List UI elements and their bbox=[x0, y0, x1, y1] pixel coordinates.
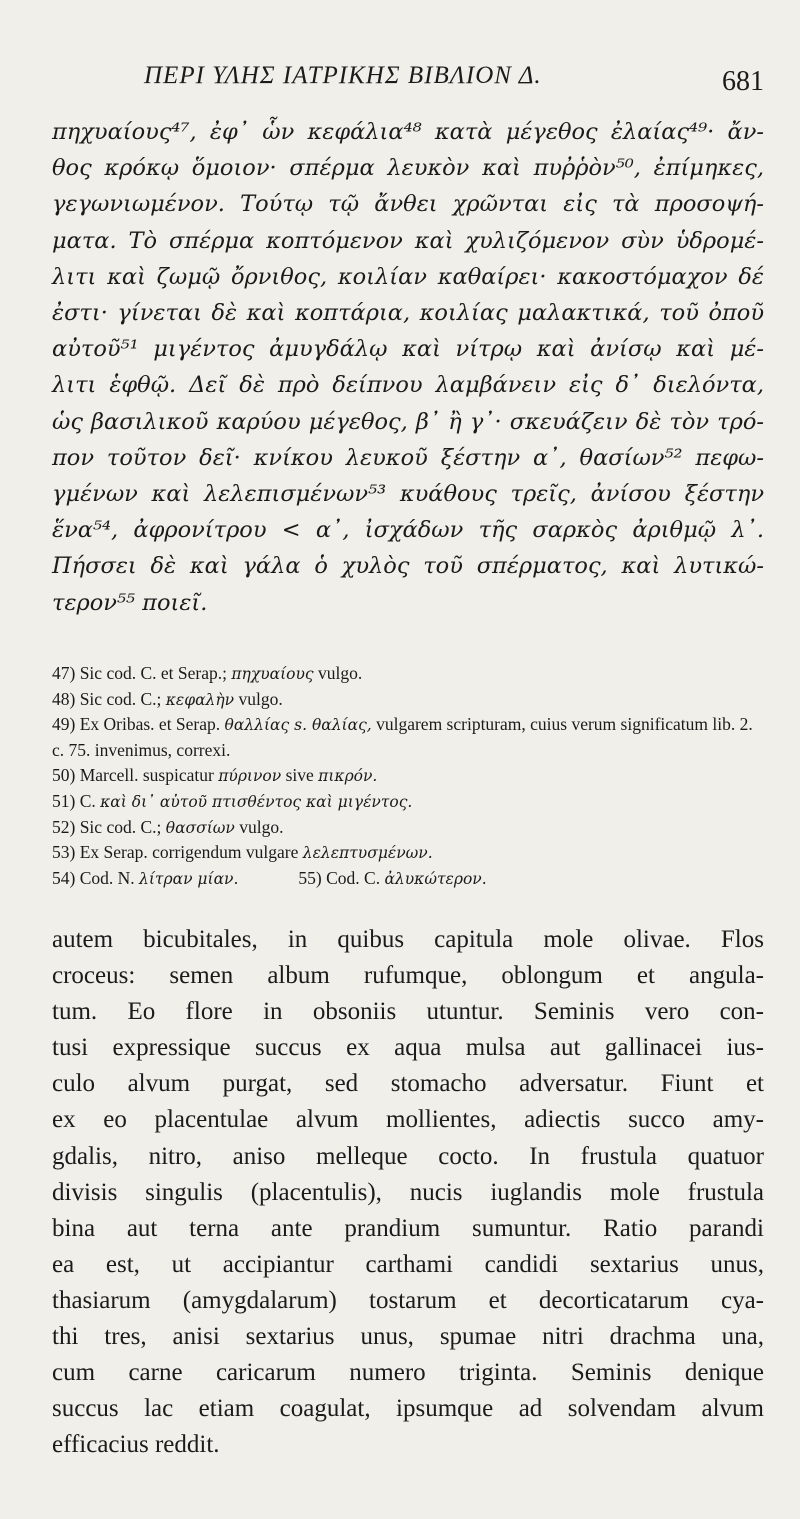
greek-line: ἕνα⁵⁴, ἀφρονίτρου < α᾽, ἰσχάδων τῆς σαρκὸς ἀριθμῷ λ᾽. bbox=[52, 517, 764, 544]
footnote-text: Sic cod. C.; bbox=[79, 688, 162, 709]
greek-line: λιτι καὶ ζωμῷ ὄρνιθος, κοιλίαν καθαίρει· κακοστόμαχον δέ bbox=[52, 263, 764, 290]
footnote-greek: λίτραν μίαν. bbox=[139, 870, 239, 889]
greek-line: πηχυαίους⁴⁷, ἐφ᾽ ὧν κεφάλια⁴⁸ κατὰ μέγεθος ἐλαίας⁴⁹· ἄν- bbox=[52, 119, 764, 145]
latin-line: autem bicubitales, in quibus capitula mole olivae. Flos bbox=[52, 926, 764, 954]
latin-line: tusi expressique succus ex aqua mulsa aut gallinacei ius- bbox=[52, 1034, 764, 1062]
footnote-text: Cod. C. bbox=[326, 868, 381, 889]
page-header bbox=[52, 52, 764, 112]
footnote-number: 53) bbox=[52, 842, 76, 863]
footnote-text: Cod. N. bbox=[79, 868, 135, 889]
footnote-55 bbox=[298, 866, 486, 892]
footnote-51 bbox=[52, 789, 764, 815]
footnote-tail: vulgo. bbox=[318, 662, 363, 683]
footnote-greek: πύρινον bbox=[218, 767, 282, 786]
footnote-number: 49) bbox=[52, 714, 76, 735]
footnote-greek: καὶ δι᾽ αὐτοῦ πτισθέντος καὶ μιγέντος. bbox=[100, 792, 413, 811]
footnote-greek: ἀλυκώτερον. bbox=[384, 870, 487, 889]
footnote-text: Ex Serap. corrigendum vulgare bbox=[79, 842, 299, 863]
footnote-greek: κεφαλὴν bbox=[165, 690, 235, 709]
greek-line: λιτι ἑφθῷ. Δεῖ δὲ πρὸ δείπνου λαμβάνειν εἰς δ᾽ διελόντα, bbox=[52, 372, 764, 399]
greek-line: γμένων καὶ λελεπισμένων⁵³ κυάθους τρεῖς, ἀνίσου ξέστην bbox=[52, 481, 764, 508]
latin-line: succus lac etiam coagulat, ipsumque ad solvendam alvum bbox=[52, 1395, 764, 1423]
latin-line: bina aut terna ante prandium sumuntur. Ratio parandi bbox=[52, 1214, 764, 1242]
footnote-53 bbox=[52, 840, 764, 866]
greek-line: θος κρόκῳ ὅμοιον· σπέρμα λευκὸν καὶ πυῤῥὸν⁵⁰, ἐπίμηκες, bbox=[52, 155, 764, 182]
footnote-50 bbox=[52, 763, 764, 789]
footnote-47 bbox=[52, 661, 764, 687]
footnote-tail: vulgo. bbox=[239, 816, 284, 837]
latin-line: cum carne caricarum numero triginta. Seminis denique bbox=[52, 1359, 764, 1387]
latin-line: ex eo placentulae alvum mollientes, adiectis succo amy- bbox=[52, 1106, 764, 1134]
footnote-text: Marcell. suspicatur bbox=[79, 765, 214, 786]
footnote-number: 55) bbox=[298, 868, 322, 889]
greek-line: πον τοῦτον δεῖ· κνίκου λευκοῦ ξέστην α᾽, θασίων⁵² πεφω- bbox=[52, 444, 764, 471]
footnote-text: C. bbox=[79, 790, 96, 811]
footnote-text: Ex Oribas. et Serap. bbox=[79, 714, 221, 735]
footnote-number: 47) bbox=[52, 662, 76, 683]
latin-line: ea est, ut accipiantur carthami candidi sextarius unus, bbox=[52, 1250, 764, 1278]
footnote-54 bbox=[52, 866, 238, 892]
latin-line: thi tres, anisi sextarius unus, spumae nitri drachma una, bbox=[52, 1323, 764, 1351]
latin-line: croceus: semen album rufumque, oblongum et angula- bbox=[52, 962, 764, 990]
footnote-mid: sive bbox=[285, 765, 314, 786]
footnote-pair bbox=[52, 866, 764, 892]
footnote-number: 50) bbox=[52, 765, 76, 786]
footnote-greek: θαλλίας s. θαλίας, bbox=[224, 716, 372, 735]
latin-line: gdalis, nitro, aniso melleque cocto. In frustula quatuor bbox=[52, 1142, 764, 1170]
greek-line: ὡς βασιλικοῦ καρύου μέγεθος, β᾽ ἢ γ᾽· σκευάζειν δὲ τὸν τρό- bbox=[52, 408, 764, 435]
footnote-number: 51) bbox=[52, 790, 76, 811]
footnote-text: Sic cod. C. et Serap.; bbox=[79, 662, 227, 683]
greek-line: ἐστι· γίνεται δὲ καὶ κοπτάρια, κοιλίας μαλακτικά, τοῦ ὀποῦ bbox=[52, 300, 764, 327]
footnote-number: 54) bbox=[52, 868, 76, 889]
footnote-tail: vulgo. bbox=[238, 688, 283, 709]
footnote-greek: λελεπτυσμένων. bbox=[302, 844, 433, 863]
greek-line: Πήσσει δὲ καὶ γάλα ὁ χυλὸς τοῦ σπέρματος, καὶ λυτικώ- bbox=[52, 553, 764, 580]
greek-line: ματα. Τὸ σπέρμα κοπτόμενον καὶ χυλιζόμενον σὺν ὑδρομέ- bbox=[52, 227, 764, 254]
latin-translation-block bbox=[52, 922, 764, 1463]
footnote-48 bbox=[52, 687, 764, 713]
greek-text-block bbox=[52, 114, 764, 621]
page-number: 681 bbox=[722, 66, 764, 97]
latin-line: thasiarum (amygdalarum) tostarum et decorticatarum cya- bbox=[52, 1286, 764, 1314]
footnote-number: 52) bbox=[52, 816, 76, 837]
greek-line: τερον⁵⁵ ποιεῖ. bbox=[52, 589, 208, 616]
footnote-greek: θασσίων bbox=[165, 818, 235, 837]
latin-line: culo alvum purgat, sed stomacho adversatur. Fiunt et bbox=[52, 1070, 764, 1098]
footnote-greek: πηχυαίους bbox=[231, 664, 314, 683]
latin-line: efficacius reddit. bbox=[52, 1431, 220, 1459]
footnote-number: 48) bbox=[52, 688, 76, 709]
footnote-49 bbox=[52, 712, 764, 763]
footnote-text: Sic cod. C.; bbox=[79, 816, 162, 837]
greek-line: γεγωνιωμένον. Τούτῳ τῷ ἄνθει χρῶνται εἰς τὰ προσοψή- bbox=[52, 191, 764, 218]
latin-line: divisis singulis (placentulis), nucis iuglandis mole frustula bbox=[52, 1178, 764, 1206]
latin-line: tum. Eo flore in obsoniis utuntur. Seminis vero con- bbox=[52, 998, 764, 1026]
footnote-greek-2: πικρόν. bbox=[318, 767, 378, 786]
running-title: ΠΕΡΙ ΥΛΗΣ ΙΑΤΡΙΚΗΣ ΒΙΒΛΙΟΝ Δ. bbox=[144, 62, 542, 89]
greek-line: αὐτοῦ⁵¹ μιγέντος ἀμυγδάλῳ καὶ νίτρῳ καὶ ἀνίσῳ καὶ μέ- bbox=[52, 336, 764, 363]
footnotes bbox=[52, 661, 764, 892]
footnote-tail: vulgarem scripturam, cuius verum significatum lib. 2. c. 75. invenimus, correxi. bbox=[52, 714, 753, 761]
footnote-52 bbox=[52, 815, 764, 841]
